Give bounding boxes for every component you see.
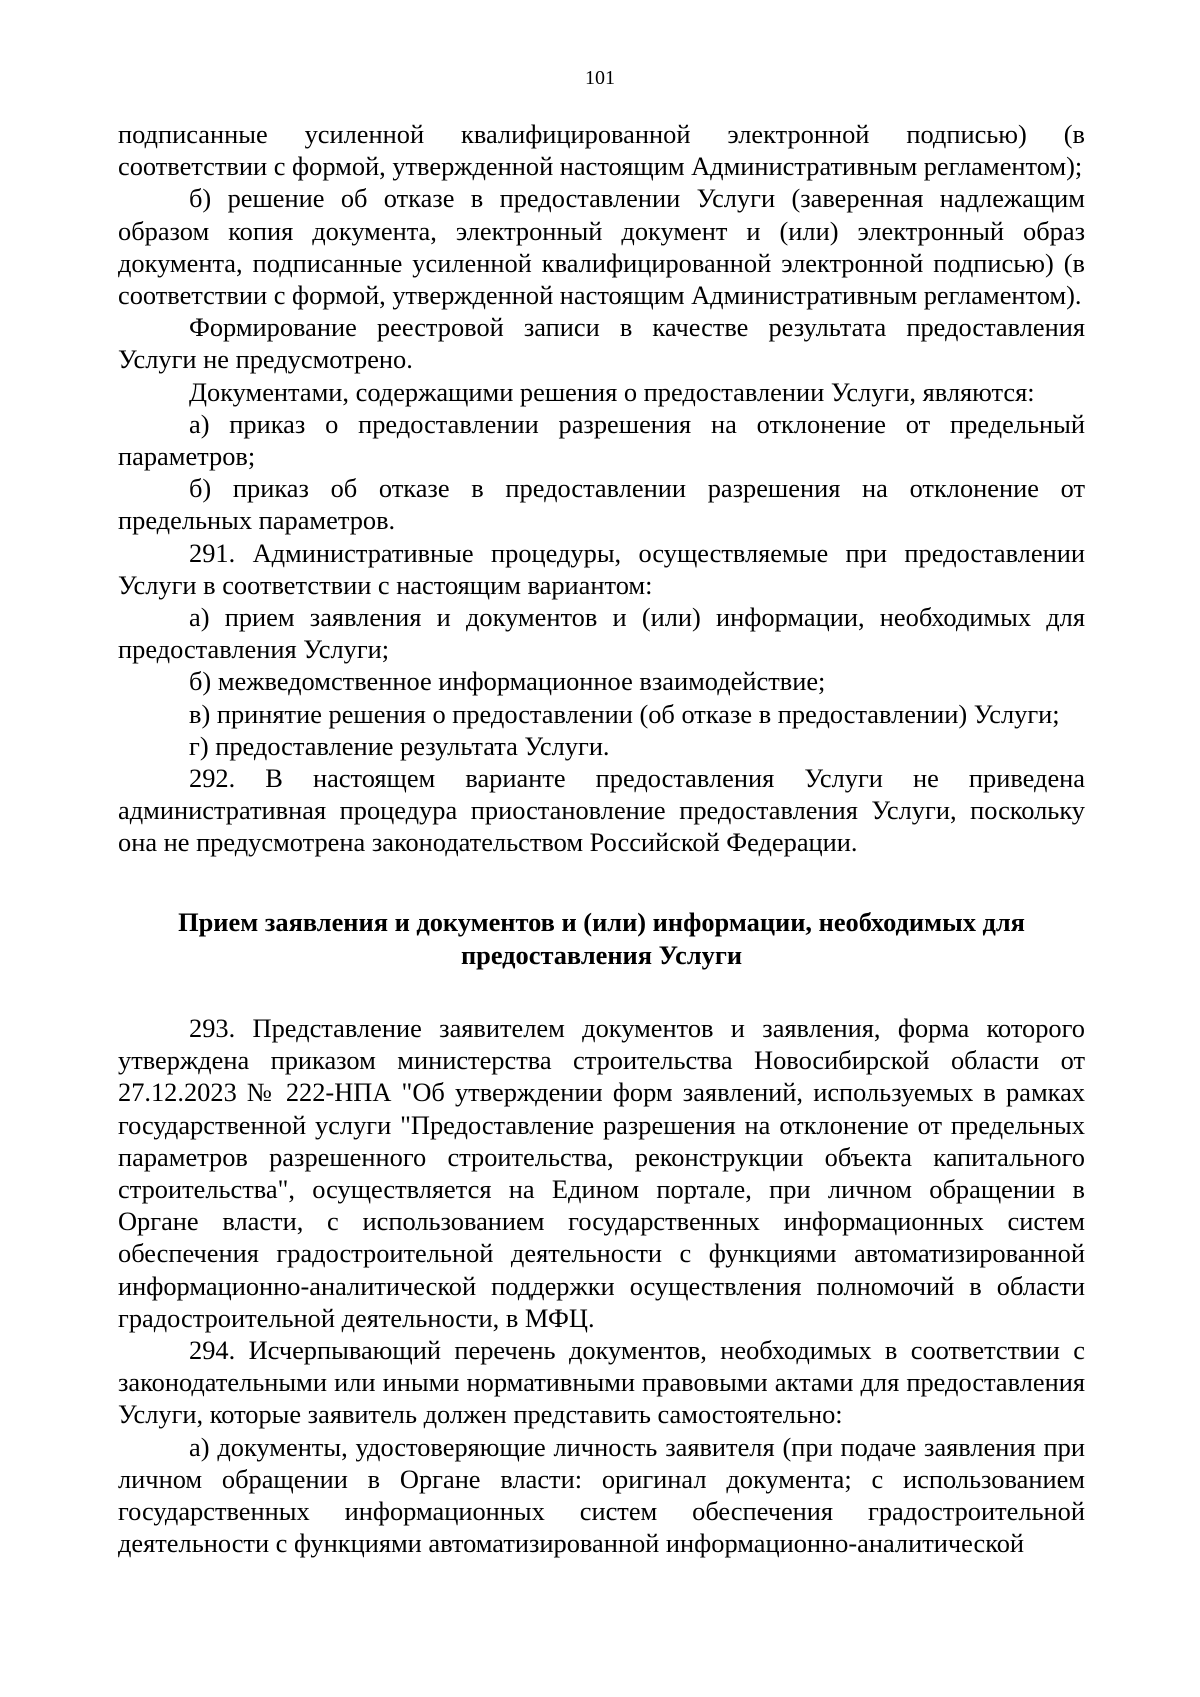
paragraph: 293. Представление заявителем документов и заявления, форма которого утверждена приказом министерства строительства Новосибирской области от 27.12.2023 № 222-НПА "Об утверждении форм заявлений, используемых в рамках государственной услуги "Предоставление разрешения на отклонение от предельных параметров разрешенного строительства, реконструкции объекта капитального строительства", осуществляется на Едином портале, при личном обращении в Органе власти, с использованием государственных информационных систем обеспечения градостроительной деятельности с функциями автоматизированной информационно-аналитической поддержки осуществления полномочий в области градостроительной деятельности, в МФЦ. — [118, 1013, 1085, 1333]
list-item: г) предоставление результата Услуги. — [189, 730, 610, 761]
paragraph: 292. В настоящем варианте предоставления Услуги не приведена административная процедура приостановление предоставления Услуги, поскольку она не предусмотрена законодательством Российской Федерации. — [118, 763, 1085, 858]
body-text-top — [118, 118, 1085, 859]
list-item: а) прием заявления и документов и (или) информации, необходимых для предоставления Услуги; — [118, 602, 1085, 665]
paragraph: Документами, содержащими решения о предоставлении Услуги, являются: — [189, 376, 1035, 407]
paragraph: 291. Административные процедуры, осуществляемые при предоставлении Услуги в соответствии с настоящим вариантом: — [118, 537, 1085, 600]
paragraph: Формирование реестровой записи в качестве результата предоставления Услуги не предусмотрено. — [118, 312, 1085, 375]
list-item: б) приказ об отказе в предоставлении разрешения на отклонение от предельных параметров. — [118, 473, 1085, 536]
list-item: а) приказ о предоставлении разрешения на отклонение от предельный параметров; — [118, 408, 1085, 472]
page-number: 101 — [585, 67, 615, 89]
paragraph: 294. Исчерпывающий перечень документов, необходимых в соответствии с законодательными или иными нормативными правовыми актами для предоставления Услуги, которые заявитель должен представить самостоятельно: — [118, 1335, 1085, 1430]
list-item: б) межведомственное информационное взаимодействие; — [189, 666, 826, 697]
body-text-bottom — [118, 1012, 1085, 1559]
section-heading: Прием заявления и документов и (или) информации, необходимых для предоставления Услуги — [178, 907, 1025, 970]
paragraph: б) решение об отказе в предоставлении Услуги (заверенная надлежащим образом копия документа, электронный документ и (или) электронный образ документа, подписанные усиленной квалифицированной электронной подписью) (в соответствии с формой, утвержденной настоящим Административным регламентом). — [118, 183, 1085, 311]
paragraph: подписанные усиленной квалифицированной электронной подписью) (в соответствии с формой, утвержденной настоящим Административным регламентом); — [118, 119, 1085, 182]
list-item: а) документы, удостоверяющие личность заявителя (при подаче заявления при личном обращении в Органе власти: оригинал документа; с использованием государственных информационных систем обеспечения градостроительной деятельности с функциями автоматизированной информационно-аналитической — [118, 1431, 1085, 1559]
list-item: в) принятие решения о предоставлении (об отказе в предоставлении) Услуги; — [189, 698, 1060, 729]
